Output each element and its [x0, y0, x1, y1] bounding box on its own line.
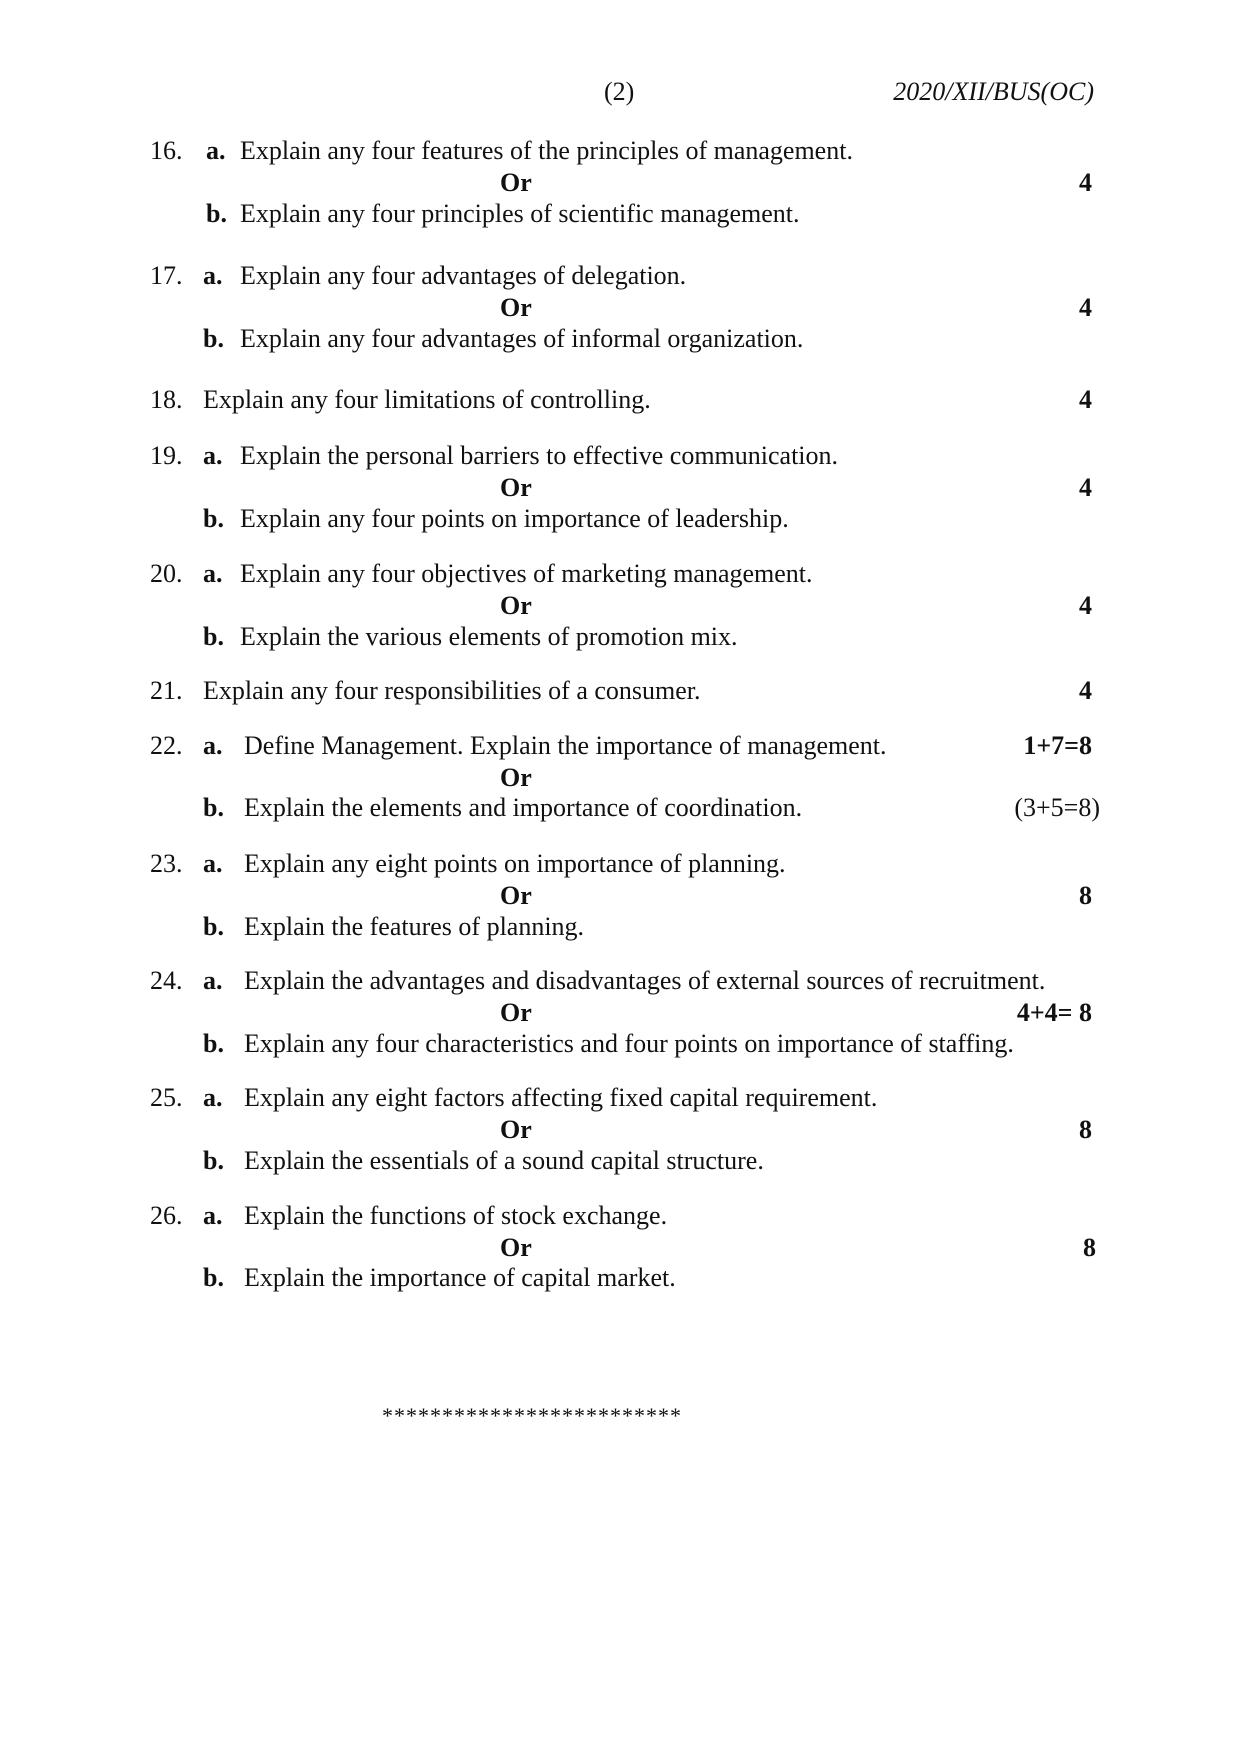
marks: 4 [1079, 591, 1092, 620]
or-label: Or [500, 881, 532, 910]
question-number: 22. [150, 731, 183, 760]
question-number: 17. [150, 261, 183, 290]
marks: 4 [1079, 676, 1092, 705]
question-text: Explain the features of planning. [244, 912, 585, 941]
question-text: Explain any four principles of scientific management. [240, 199, 800, 228]
question-text: Explain any four advantages of informal organization. [240, 324, 804, 353]
marks: 8 [1079, 1115, 1092, 1144]
question-text: Explain the advantages and disadvantages of external sources of recruitment. [244, 966, 1046, 995]
option-b-label: b. [203, 504, 224, 533]
or-label: Or [500, 591, 532, 620]
option-a-label: a. [203, 559, 223, 588]
marks: (3+5=8) [1014, 793, 1100, 822]
marks: 4+4= 8 [1016, 998, 1092, 1027]
marks: 4 [1079, 473, 1092, 502]
paper-code: 2020/XII/BUS(OC) [893, 77, 1094, 106]
option-b-label: b. [203, 622, 224, 651]
option-b-label: b. [203, 1029, 224, 1058]
marks: 8 [1079, 881, 1092, 910]
question-text: Explain the various elements of promotion mix. [240, 622, 738, 651]
or-label: Or [500, 998, 532, 1027]
option-a-label: a. [203, 1201, 223, 1230]
question-number: 18. [150, 385, 183, 414]
question-text: Explain any four points on importance of leadership. [240, 504, 789, 533]
option-b-label: b. [203, 1263, 224, 1292]
marks: 1+7=8 [1023, 731, 1092, 760]
question-number: 16. [150, 136, 183, 165]
page-number: (2) [604, 77, 635, 106]
question-number: 24. [150, 966, 183, 995]
question-number: 20. [150, 559, 183, 588]
question-text: Explain the personal barriers to effective communication. [240, 441, 839, 470]
option-b-label: b. [203, 793, 224, 822]
question-text: Explain any four objectives of marketing management. [240, 559, 813, 588]
or-label: Or [500, 168, 532, 197]
question-number: 25. [150, 1083, 183, 1112]
marks: 8 [1083, 1233, 1096, 1262]
option-a-label: a. [203, 261, 223, 290]
question-text: Explain the essentials of a sound capital structure. [244, 1146, 764, 1175]
question-text: Explain any four responsibilities of a consumer. [203, 676, 701, 705]
option-b-label: b. [203, 912, 224, 941]
question-text: Explain the elements and importance of coordination. [244, 793, 803, 822]
question-text: Define Management. Explain the importance of management. [244, 731, 887, 760]
marks: 4 [1079, 293, 1092, 322]
option-a-label: a. [203, 966, 223, 995]
or-label: Or [500, 1115, 532, 1144]
question-text: Explain any eight points on importance of planning. [244, 849, 786, 878]
marks: 4 [1079, 385, 1092, 414]
question-text: Explain the functions of stock exchange. [244, 1201, 668, 1230]
question-text: Explain any four advantages of delegation. [240, 261, 687, 290]
option-a-label: a. [206, 136, 226, 165]
option-b-label: b. [203, 324, 224, 353]
question-number: 21. [150, 676, 183, 705]
option-a-label: a. [203, 1083, 223, 1112]
question-number: 23. [150, 849, 183, 878]
question-text: Explain any four features of the principles of management. [240, 136, 853, 165]
question-text: Explain any four limitations of controlling. [203, 385, 651, 414]
or-label: Or [500, 1233, 532, 1262]
question-text: Explain any four characteristics and four points on importance of staffing. [244, 1029, 1014, 1058]
question-text: Explain the importance of capital market. [244, 1263, 676, 1292]
end-of-paper-marker: ************************* [382, 1403, 682, 1428]
or-label: Or [500, 473, 532, 502]
option-b-label: b. [206, 199, 227, 228]
question-text: Explain any eight factors affecting fixed capital requirement. [244, 1083, 878, 1112]
option-b-label: b. [203, 1146, 224, 1175]
or-label: Or [500, 763, 532, 792]
option-a-label: a. [203, 441, 223, 470]
or-label: Or [500, 293, 532, 322]
option-a-label: a. [203, 731, 223, 760]
option-a-label: a. [203, 849, 223, 878]
question-number: 19. [150, 441, 183, 470]
question-number: 26. [150, 1201, 183, 1230]
marks: 4 [1079, 168, 1092, 197]
